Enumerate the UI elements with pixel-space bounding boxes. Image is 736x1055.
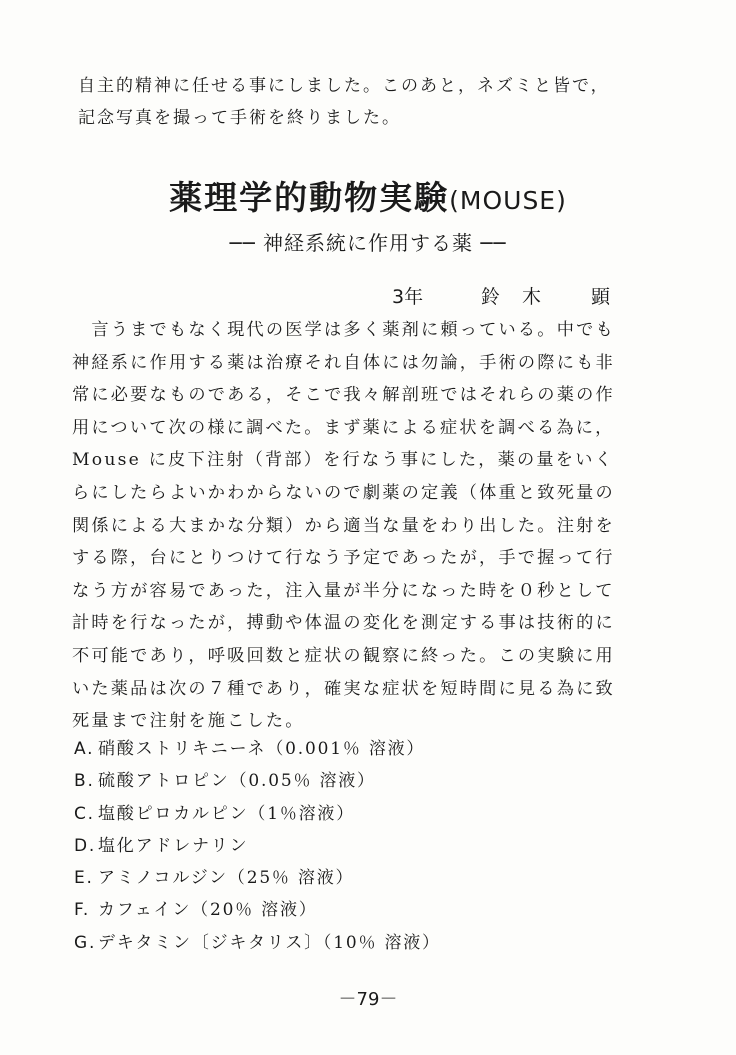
title-main: 薬理学的動物実験 [169,178,450,217]
body-line: する際，台にとりつけて行なう予定であったが，手で握って行 [72,548,615,569]
drug-item [74,927,649,959]
drug-list [74,733,649,959]
drug-letter: D. [74,835,97,856]
body-line: 用について次の様に調べた。まず薬による症状を調べる為に， [72,417,615,438]
drug-item [74,798,649,830]
body-line: 常に必要なものである，そこで我々解剖班ではそれらの薬の作 [72,385,615,406]
body-line: 計時を行なったが，搏動や体温の変化を測定する事は技術的に [72,613,615,634]
article-subtitle: ── 神経系統に作用する薬 ── [229,231,507,255]
drug-letter: F. [74,900,91,921]
drug-item [74,765,649,797]
body-line: なう方が容易であった，注入量が半分になった時を０秒として [72,580,615,601]
title-english: (MOUSE) [449,186,567,215]
drug-letter: E. [74,868,94,889]
body-line: Mouse に皮下注射（背部）を行なう事にした，薬の量をいく [72,450,614,471]
intro-line: 記念写真を撮って手術を終りました。 [78,108,401,128]
body-line: 不可能であり，呼吸回数と症状の観察に終った。この実験に用 [72,645,615,666]
body-line: いた薬品は次の７種であり，確実な症状を短時間に見る為に致 [72,678,615,699]
author-name: 鈴木 顕 [480,286,632,308]
drug-text: アミノコルジン（25％ 溶液） [98,868,355,889]
body-line: 言うまでもなく現代の医学は多く薬剤に頼っている。中でも [72,320,615,340]
drug-text: デキタミン〔ジキタリス〕（10％ 溶液） [98,932,441,953]
drug-item [74,862,649,894]
author-line [392,282,632,309]
body-line: らにしたらよいかわからないので劇薬の定義（体重と致死量の [72,482,615,503]
drug-item [74,894,649,926]
intro-paragraph [78,70,678,134]
drug-text: 塩化アドレナリン [98,835,249,856]
drug-text: カフェイン（20％ 溶液） [98,900,318,921]
drug-text: 硫酸アトロピン（0.05％ 溶液） [98,771,376,792]
drug-text: 塩酸ピロカルピン（1％溶液） [98,803,356,824]
drug-item [74,733,649,765]
author-grade: 3年 [392,286,424,308]
drug-item [74,830,649,862]
body-text [72,314,647,738]
body-line: 関係による大まかな分類）から適当な量をわり出した。注射を [72,515,615,536]
article-title [0,172,736,219]
drug-letter: G. [74,932,97,953]
page-number: －79－ [338,989,398,1010]
intro-line: 自主的精神に任せる事にしました。このあと，ネズミと皆で， [78,76,610,96]
body-line: 死量まで注射を施こした。 [72,711,305,732]
drug-text: 硝酸ストリキニーネ（0.001％ 溶液） [98,739,426,759]
drug-letter: B. [74,771,95,792]
drug-letter: C. [74,803,95,824]
body-line: 神経系に作用する薬は治療それ自体には勿論，手術の際にも非 [72,352,615,373]
drug-letter: A. [74,739,95,759]
